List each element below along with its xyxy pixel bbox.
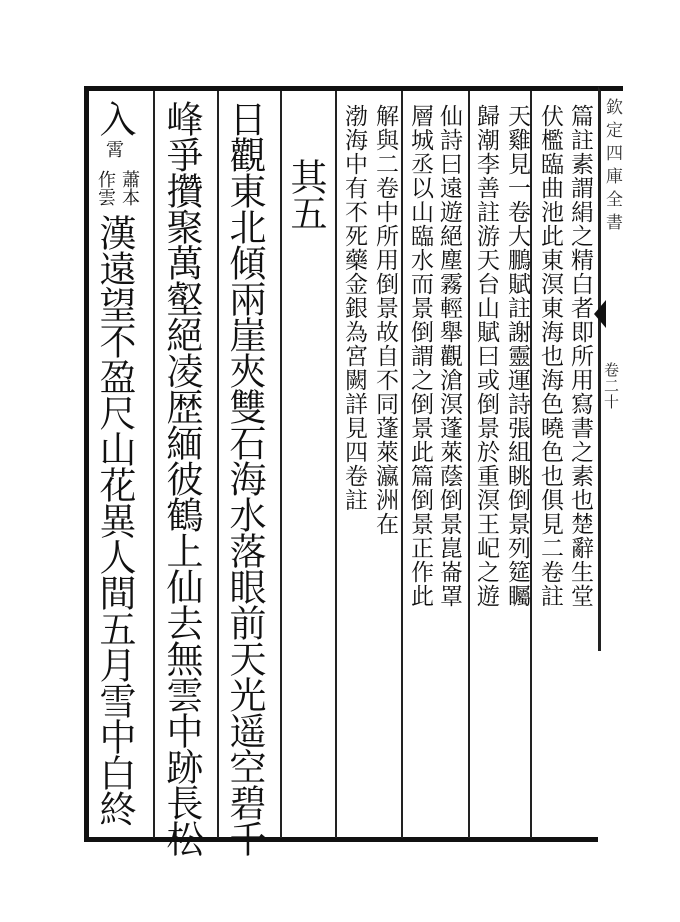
column-rule bbox=[153, 91, 155, 838]
margin-juan-number: 卷二十 bbox=[602, 362, 620, 410]
poem-line-3-main: 漢遠望不盈尺山花異人間五月雪中白終 bbox=[93, 214, 136, 826]
variant-note-2: 作雲 bbox=[95, 170, 116, 206]
annotation-column-7: 解與二卷中所用倒景故自不同蓬萊瀛洲在 bbox=[372, 104, 398, 536]
column-rule bbox=[280, 91, 282, 838]
annotation-column-3: 天雞見一卷大鵬賦註謝靈運詩張組眺倒景列筵矚 bbox=[504, 104, 530, 608]
annotation-column-4: 歸潮李善註游天台山賦曰或倒景於重溟王屺之遊 bbox=[473, 104, 499, 608]
annotation-column-8: 渤海中有不死藥金銀為宮闕詳見四卷註 bbox=[341, 104, 367, 512]
column-rule bbox=[530, 91, 532, 838]
variant-note-3: 蕭本 bbox=[119, 170, 140, 206]
fish-tail-mark bbox=[594, 300, 606, 328]
annotation-column-6: 層城丞以山臨水而景倒謂之倒景此篇倒景正作此 bbox=[407, 104, 433, 608]
column-rule bbox=[335, 91, 337, 838]
column-rule bbox=[468, 91, 470, 838]
annotation-column-2: 伏檻臨曲池此東溟東海也海色曉色也俱見二卷註 bbox=[537, 104, 563, 608]
annotation-column-5: 仙詩曰遠遊絕塵霧輕舉觀滄溟蓬萊蔭倒景崑崙罩 bbox=[436, 104, 462, 608]
margin-book-title: 欽定四庫全書 bbox=[602, 98, 622, 236]
poem-line-1: 日觀東北傾兩崖夾雙石海水落眼前天光遥空碧千 bbox=[223, 100, 266, 856]
poem-line-3-start: 入 bbox=[93, 100, 136, 136]
column-rule bbox=[217, 91, 219, 838]
column-rule bbox=[401, 91, 403, 838]
variant-note-1: 霄 bbox=[103, 140, 124, 158]
poem-heading: 其五 bbox=[284, 158, 327, 230]
annotation-column-1: 篇註素謂絹之精白者即所用寫書之素也楚辭生堂 bbox=[567, 104, 593, 608]
poem-line-2: 峰爭攢聚萬壑絕凌歴緬彼鶴上仙去無雲中跡長松 bbox=[160, 100, 203, 856]
